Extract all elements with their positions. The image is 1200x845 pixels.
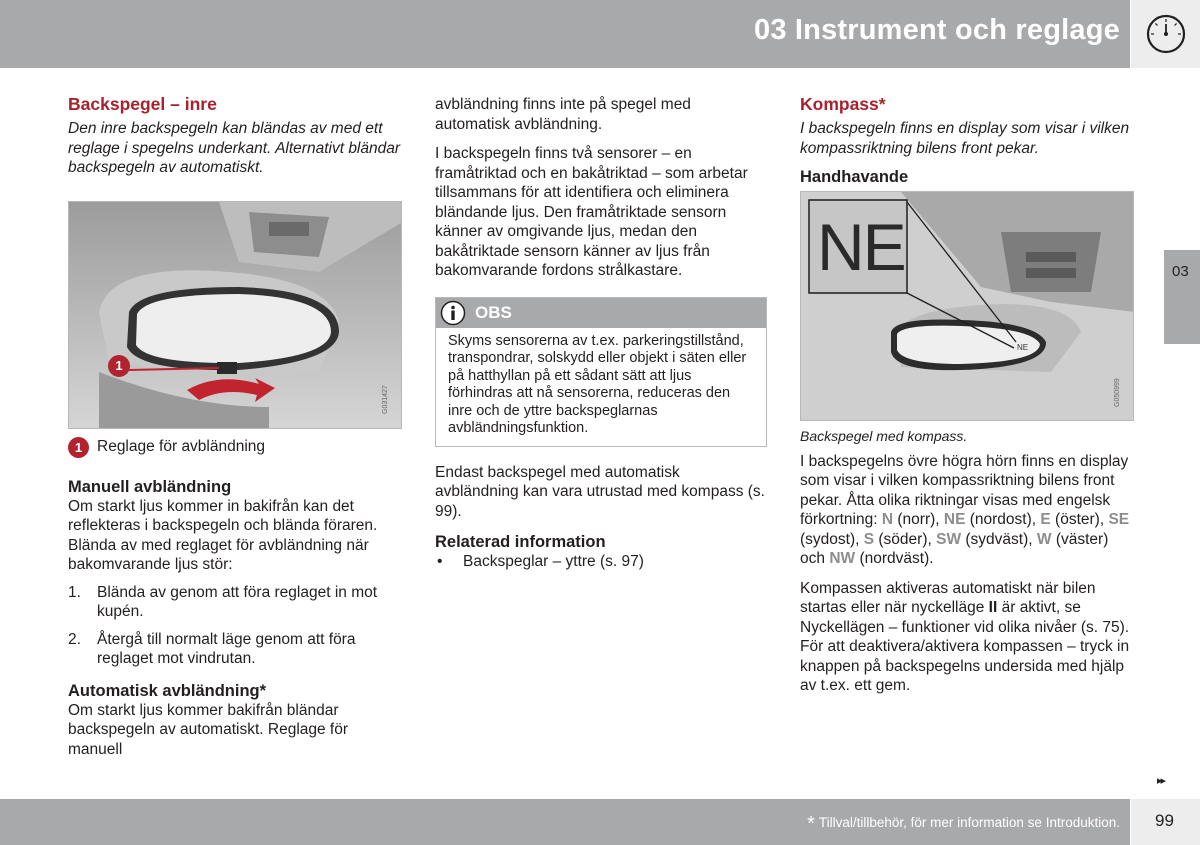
auto-heading: Automatisk avbländning* <box>68 681 267 700</box>
mirror-figure <box>68 201 402 429</box>
dir-NW: NW <box>829 550 856 567</box>
section-heading-kompass: Kompass* <box>800 94 886 114</box>
figure-caption: Backspegel med kompass. <box>800 428 968 444</box>
legend-callout-1: 1 <box>68 437 89 458</box>
compass-zoom-label: NE <box>817 210 905 284</box>
continued-text: avbländning finns inte på spegel med automatisk avbländning. <box>435 96 691 133</box>
obs-text: Skyms sensorerna av t.ex. parkeringstillstånd, transpondrar, solskydd eller objekt i säten eller på hatthyllan på ett sådant sätt att ljus förhindras att nå sensorerna, reduceras den inre och de yttre backspeglarnas avbländningsfunktion. <box>448 332 747 436</box>
dir-W: W <box>1036 530 1052 548</box>
steps-list <box>68 583 404 669</box>
dir-N: N <box>881 511 894 528</box>
next-page-arrows-icon: ▸▸ <box>1157 775 1165 787</box>
handling-heading: Handhavande <box>800 168 909 186</box>
manual-text: Om starkt ljus kommer in bakifrån kan det reflekteras i backspegeln och blända föraren. Blända av med reglaget för avbländning när bakomvarande ljus stör: <box>68 497 378 573</box>
mirror-illustration <box>69 202 402 429</box>
compass-mirror-label: NE <box>1017 343 1029 352</box>
key-position: II <box>988 599 998 616</box>
dir-NE: NE <box>943 511 966 528</box>
section-intro: Den inre backspegeln kan bländas av med ett reglage i spegelns underkant. Alternativt bländar backspegeln av automatiskt. <box>68 120 401 176</box>
column-left <box>68 94 404 759</box>
sensors-text: I backspegeln finns två sensorer – en framåtriktad och en bakåtriktad – som arbetar tillsammans för att identifiera och eliminera bländande ljus. Den framåtriktade sensorn känner av omgivande ljus, medan den bakåtriktade sensorn känner av ljus från bakomvarande fordons strålkastare. <box>435 145 748 279</box>
related-link[interactable]: • Backspeglar – yttre (s. 97) <box>435 552 767 572</box>
compass-activation-text: Kompassen aktiveras automatiskt när bilen startas eller när nyckelläge II är aktivt, se Nyckellägen – funktioner vid olika nivåer (s. 75). För att deaktivera/aktivera kompassen – tryck in knappen på backspegelns undersida med hjälp av t.ex. ett gem. <box>800 579 1130 694</box>
step-item: 1. Blända av genom att föra reglaget in mot kupén. <box>68 583 378 620</box>
column-middle <box>435 94 767 572</box>
compass-figure <box>800 191 1134 421</box>
obs-header <box>436 298 766 328</box>
compass-directions-text: I backspegelns övre högra hörn finns en display som visar i vilken kompassriktning bilens front pekar. Åtta olika riktningar visas med engelsk förkortning: N (norr), NE (nordost), E (öster), SE (sydost), S (söder), SW (sydväst), W (väster) och NW (nordväst). <box>800 452 1130 567</box>
dir-E: E <box>1040 511 1051 528</box>
side-tab-label: 03 <box>1172 263 1189 280</box>
callout-1: 1 <box>108 355 130 377</box>
obs-note-box <box>435 297 767 447</box>
footer-note: * Tillval/tillbehör, för mer information se Introduktion. <box>807 813 1120 835</box>
dir-SE: SE <box>1108 511 1130 528</box>
dir-S: S <box>863 530 875 548</box>
auto-text: Om starkt ljus kommer bakifrån bländar backspegeln av automatiskt. Reglage för manuell <box>68 701 349 758</box>
manual-heading: Manuell avbländning <box>68 477 232 496</box>
only-mirror-text: Endast backspegel med automatisk avbländning kan vara utrustad med kompass (s. 99). <box>435 463 765 520</box>
gauge-icon <box>1146 14 1186 54</box>
figure-code: G031427 <box>382 384 389 414</box>
section-heading-backspegel: Backspegel – inre <box>68 94 217 114</box>
obs-title: OBS <box>475 302 512 322</box>
kompass-intro: I backspegeln finns en display som visar i vilken kompassriktning bilens front pekar. <box>800 120 1130 157</box>
dir-SW: SW <box>936 530 962 548</box>
related-heading: Relaterad information <box>435 533 606 551</box>
legend-text: Reglage för avbländning <box>97 437 266 455</box>
column-right <box>800 94 1135 696</box>
step-item: 2. Återgå till normalt läge genom att föra reglaget mot vindrutan. <box>68 630 356 667</box>
figure-code: G050999 <box>1114 378 1121 407</box>
figure-legend <box>68 437 404 459</box>
chapter-title: 03 Instrument och reglage <box>754 14 1120 46</box>
page-number: 99 <box>1155 811 1174 830</box>
info-icon <box>440 300 466 326</box>
